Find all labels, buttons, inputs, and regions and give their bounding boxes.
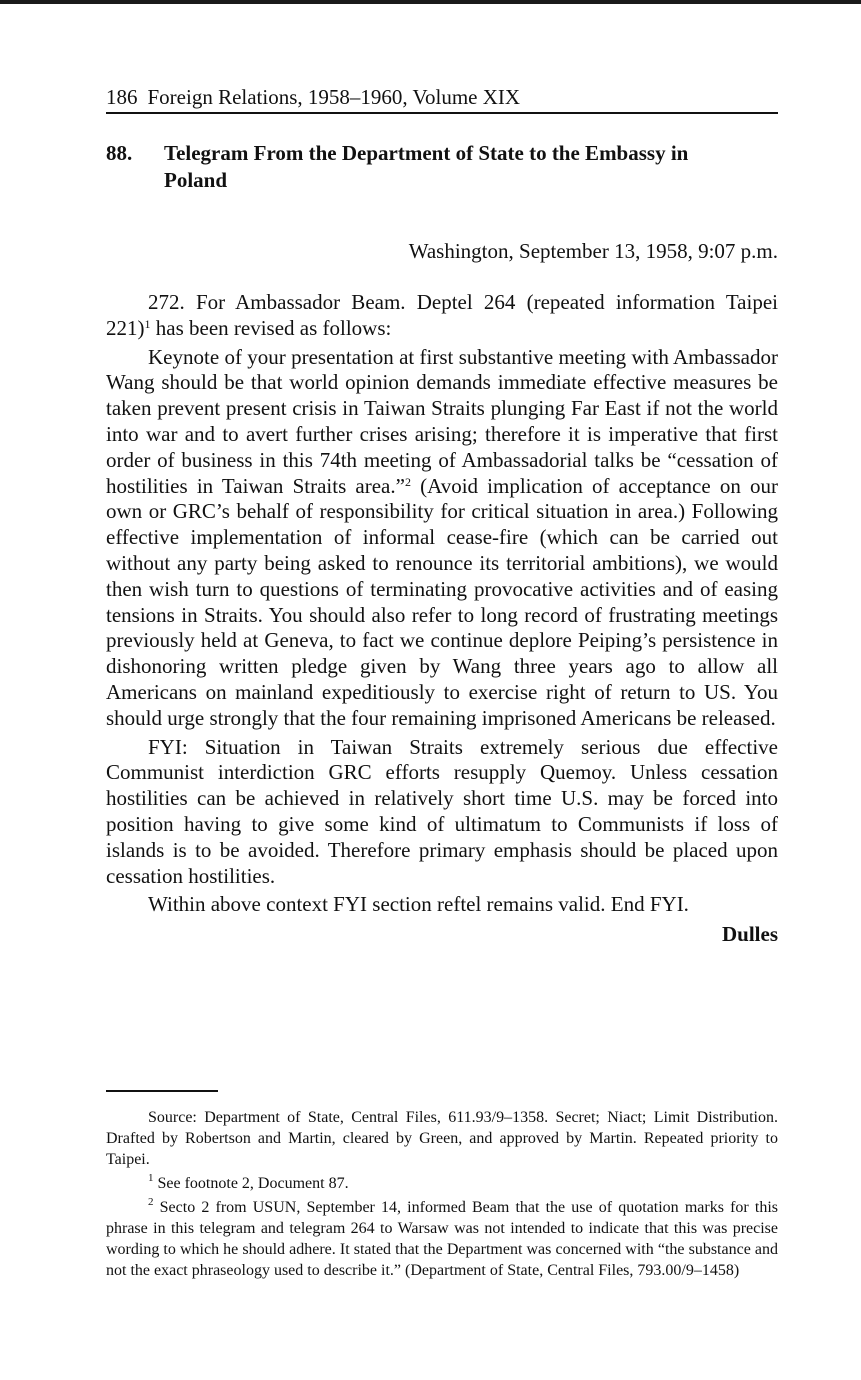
footnote-1-text: See footnote 2, Document 87. — [157, 1175, 349, 1192]
series-title: Foreign Relations, 1958–1960, Volume XIX — [147, 85, 521, 109]
footnotes — [106, 1107, 778, 1284]
paragraph-1-text-cont: has been revised as follows: — [150, 315, 392, 340]
paragraph-1-text: 272. For Ambassador Beam. Deptel 264 (repeated information Taipei 221) — [106, 290, 778, 340]
paragraph-2 — [106, 345, 778, 732]
footnote-1-marker: 1 — [148, 1172, 154, 1184]
paragraph-2-text-cont: (Avoid implication of acceptance on our own or GRC’s behalf of responsibility for critical situation in area.) Following effective implementation of informal cease-fire (which can be carried out without any party being asked to renounce its territorial ambitions), we would then wish turn to questions of terminating provocative activities and of easing tensions in Straits. You should also refer to long record of frustrating meetings previously held at Geneva, to fact we continue deplore Peiping’s persistence in dishonoring written pledge given by Wang three years ago to allow all Americans on mainland expeditiously to exercise right of return to US. You should urge strongly that the four remaining imprisoned Americans be released. — [106, 473, 778, 730]
footnote-1 — [106, 1173, 778, 1194]
document-heading — [106, 140, 778, 194]
footnote-2-marker: 2 — [148, 1196, 154, 1208]
signature: Dulles — [721, 922, 778, 947]
telegram-body — [106, 290, 778, 947]
footnote-ref-2[interactable]: 2 — [404, 474, 411, 489]
document-page — [106, 84, 778, 947]
document-number: 88. — [106, 141, 133, 165]
paragraph-4: Within above context FYI section reftel remains valid. End FYI. — [148, 892, 689, 917]
footnote-2-text: Secto 2 from USUN, September 14, informed Beam that the use of quotation marks for this phrase in this telegram and telegram 264 to Warsaw was not intended to indicate that this was precise wording to which he should adhere. It stated that the Department was concerned with “the substance and not the exact phraseology used to describe it.” (Department of State, Central Files, 793.00/9–1458) — [106, 1199, 779, 1279]
page-number: 186 — [106, 85, 138, 109]
document-title: Telegram From the Department of State to the Embassy in Poland — [164, 141, 689, 192]
paragraph-2-text: Keynote of your presentation at first substantive meeting with Ambassador Wang should be that world opinion demands immediate effective measures be taken prevent present crisis in Taiwan Straits plunging Far East if not the world into war and to avert further crises arising; therefore it is imperative that first order of business in this 74th meeting of Ambassadorial talks be “cessation of hostilities in Taiwan Straits area.” — [106, 344, 778, 498]
footnote-2 — [106, 1197, 778, 1281]
running-head — [106, 84, 778, 114]
paragraph-1 — [106, 290, 778, 342]
footnote-ref-1[interactable]: 1 — [144, 316, 151, 331]
footnote-divider — [106, 1090, 218, 1092]
paragraph-3: FYI: Situation in Taiwan Straits extremely serious due effective Communist interdiction GRC efforts resupply Quemoy. Unless cessation hostilities can be achieved in relatively short time U.S. may be forced into position having to give some kind of ultimatum to Communists if loss of islands is to be avoided. Therefore primary emphasis should be placed upon cessation hostilities. — [106, 734, 778, 888]
page-top-edge — [0, 0, 861, 4]
dateline: Washington, September 13, 1958, 9:07 p.m. — [408, 239, 778, 263]
source-note: Source: Department of State, Central Files, 611.93/9–1358. Secret; Niact; Limit Distribution. Drafted by Robertson and Martin, cleared by Green, and approved by Martin. Repeated priority to Taipei. — [106, 1109, 778, 1168]
